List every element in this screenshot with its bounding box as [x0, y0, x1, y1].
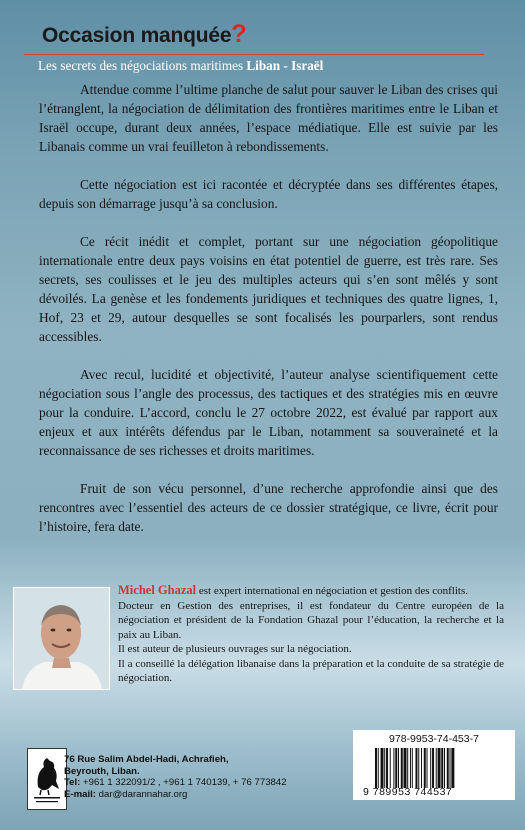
isbn-digits: 9 789953 744537 [363, 786, 453, 798]
author-photo [13, 587, 110, 690]
blurb-paragraph: Fruit de son vécu personnel, d’une recherche approfondie ainsi que des rencontres avec l’essentiel des acteurs de ce dossier stratégique, ce livre, écrit pour l’histoire, fera date. [39, 481, 498, 534]
tel-value: +961 1 322091/2 , +961 1 740139, + 76 773842 [80, 777, 287, 788]
book-subtitle [38, 58, 323, 74]
subtitle-emphasis: Liban - Israël [246, 58, 324, 73]
blurb-paragraph: Attendue comme l’ultime planche de salut pour sauver le Liban des crises qui l’étranglent, la négociation de délimitation des frontières maritimes entre le Liban et Israël occupe, durant deux années, l’espace médiatique. Elle est suivie par les Libanais comme un vrai feuilleton à rebondissements. [39, 82, 498, 154]
email-value: dar@darannahar.org [96, 788, 188, 800]
blurb-paragraph: Avec recul, lucidité et objectivité, l’auteur analyse scientifiquement cette négociation sous l’angle des processus, des tactiques et des stratégies mis en œuvre pour la conduire. L’accord, conclu le 27 octobre 2022, est évalué par rapport aux enjeux et aux intérêts défendus par le Liban, notamment sa souveraineté et la reconnaissance de ses richesses et droits maritimes. [39, 367, 498, 458]
author-bio [118, 583, 504, 686]
book-title [42, 20, 247, 49]
publisher-logo [27, 748, 67, 810]
blurb-body [39, 80, 498, 555]
subtitle-prefix: Les secrets des négociations maritimes [38, 58, 247, 73]
blurb-paragraph: Ce récit inédit et complet, portant sur une négociation géopolitique internationale entre deux pays voisins en état potentiel de guerre, est très rare. Ses secrets, ses coulisses et le jeu des multiples acteurs qui s’en sont mêlés y sont dévoilés. La genèse et les fondements juridiques et techniques des quatre lignes, 1, Hof, 23 et 29, autour desquelles se sont focalisés les pourparlers, sont rendus accessibles. [39, 234, 498, 344]
author-name: Michel Ghazal [118, 583, 197, 597]
bio-line: Il a conseillé la délégation libanaise dans la préparation et la conduite de sa stratégie de négociation. [118, 657, 504, 684]
isbn-barcode [353, 730, 515, 800]
address-line: Beyrouth, Liban. [64, 765, 140, 777]
blurb-paragraph: Cette négociation est ici racontée et décryptée dans ses différentes étapes, depuis son démarrage jusqu’à sa conclusion. [39, 177, 498, 211]
isbn-text: 978-9953-74-453-7 [389, 733, 479, 745]
address-line: 76 Rue Salim Abdel-Hadi, Achrafieh, [64, 754, 229, 765]
email-line [64, 789, 287, 801]
email-label: E-mail: [64, 788, 96, 800]
title-question-mark: ? [231, 20, 247, 48]
bio-line: Docteur en Gestion des entreprises, il est fondateur du Centre européen de la négociation et président de la Fondation Ghazal pour l’éducation, la recherche et la paix au Liban. [118, 599, 504, 641]
barcode-bars [375, 748, 503, 788]
publisher-address [64, 754, 287, 800]
bio-line: Il est auteur de plusieurs ouvrages sur la négociation. [118, 643, 352, 655]
author-section [10, 580, 515, 696]
title-rule [24, 54, 484, 55]
title-text: Occasion manquée [42, 24, 232, 47]
author-intro: est expert international en négociation et gestion des conflits. [196, 585, 468, 597]
tel-label: Tel: [64, 777, 81, 788]
phone-line [64, 777, 287, 789]
